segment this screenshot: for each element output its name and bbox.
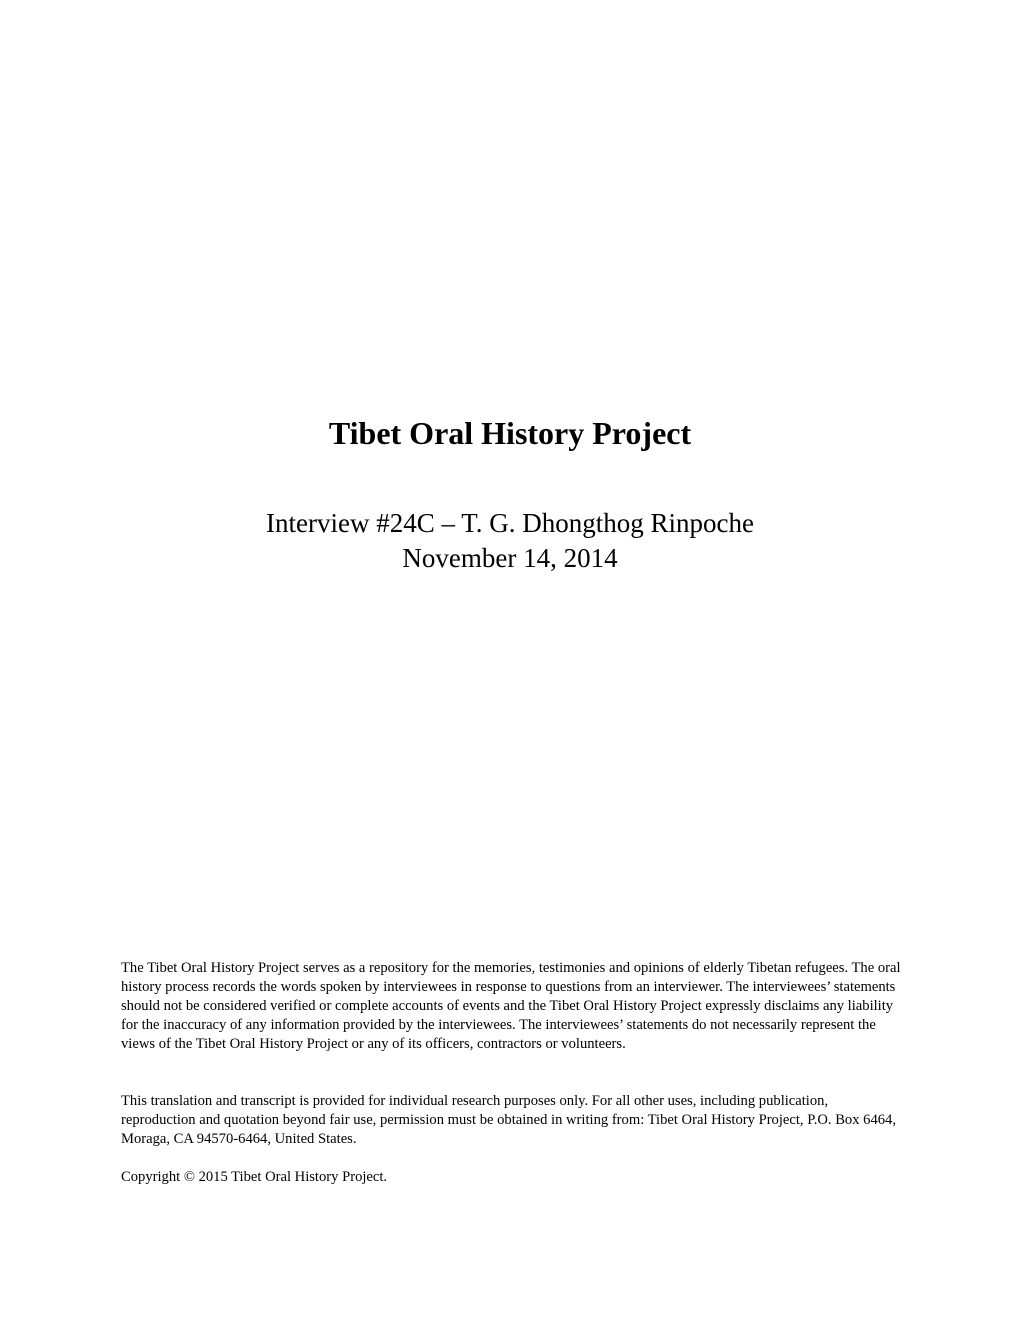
document-title: Tibet Oral History Project bbox=[328, 415, 692, 451]
interview-date: November 14, 2014 bbox=[402, 543, 618, 573]
interview-line: Interview #24C – T. G. Dhongthog Rinpoche bbox=[266, 508, 754, 538]
permission-paragraph: This translation and transcript is provided for individual research purposes only. For all other uses, including publication, reproduction and quotation beyond fair use, permission must be obtained in writing from: Tibet Oral History Project, P.O. Box 6464, Moraga, CA 94570-6464, United States. bbox=[121, 1093, 896, 1147]
disclaimer-paragraph: The Tibet Oral History Project serves as a repository for the memories, testimonies and opinions of elderly Tibetan refugees. The oral history process records the words spoken by interviewees in response to questions from an interviewer. The interviewees’ statements should not be considered verified or complete accounts of events and the Tibet Oral History Project expressly disclaims any liability for the inaccuracy of any information provided by the interviewees. The interviewees’ statements do not necessarily represent the views of the Tibet Oral History Project or any of its officers, contractors or volunteers. bbox=[121, 960, 901, 1052]
interview-info bbox=[0, 506, 1020, 576]
copyright-notice: Copyright © 2015 Tibet Oral History Project. bbox=[121, 1169, 388, 1185]
